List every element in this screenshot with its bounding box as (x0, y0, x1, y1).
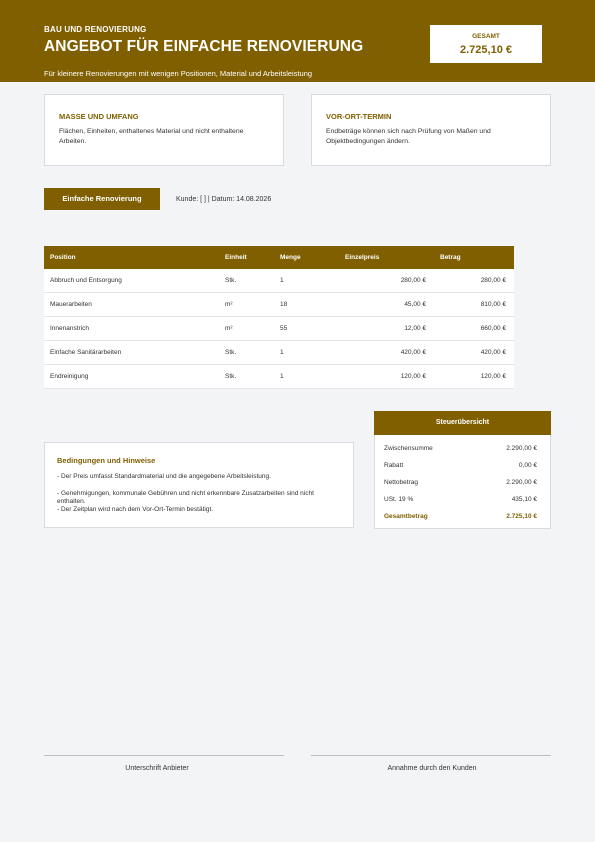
cell-amount: 660,00 € (480, 325, 506, 332)
table-row (44, 365, 514, 389)
cell-unit: Stk. (225, 373, 237, 380)
tax-value: 435,10 € (511, 496, 537, 503)
tax-summary (374, 411, 551, 529)
total-box (430, 25, 542, 63)
terms-title: Bedingungen und Hinweise (57, 456, 156, 465)
cell-quantity: 18 (280, 301, 288, 308)
tax-row-subtotal (375, 441, 550, 458)
cell-position: Einfache Sanitärarbeiten (50, 349, 122, 356)
column-header-amount: Betrag (440, 254, 461, 261)
cell-unit-price: 120,00 € (400, 373, 426, 380)
signature-label-customer: Annahme durch den Kunden (387, 765, 477, 772)
column-header-unit: Einheit (225, 254, 247, 261)
tax-label: Gesamtbetrag (384, 513, 428, 520)
info-card-title: VOR-ORT-TERMIN (326, 112, 392, 121)
info-card-scope (44, 94, 284, 166)
cell-unit: m² (225, 301, 233, 308)
terms-box (44, 442, 354, 528)
header-banner (0, 0, 595, 82)
tax-row-vat (375, 492, 550, 509)
table-row (44, 317, 514, 341)
cell-amount: 120,00 € (480, 373, 506, 380)
cell-position: Innenanstrich (50, 325, 90, 332)
cell-unit: Stk. (225, 349, 237, 356)
table-row (44, 269, 514, 293)
info-card-site-visit (311, 94, 551, 166)
cell-unit-price: 420,00 € (400, 349, 426, 356)
cell-quantity: 1 (280, 277, 284, 284)
tax-label: Zwischensumme (384, 445, 433, 452)
category-pill: Einfache Renovierung (44, 188, 160, 210)
info-card-text: Endbeträge können sich nach Prüfung von Maßen und Objektbedingungen ändern. (326, 128, 491, 145)
cell-unit: Stk. (225, 277, 237, 284)
tax-label: Nettobetrag (384, 479, 418, 486)
tax-row-discount (375, 458, 550, 475)
tax-row-net (375, 475, 550, 492)
total-label: GESAMT (472, 33, 500, 40)
cell-amount: 420,00 € (480, 349, 506, 356)
table-header (44, 246, 514, 269)
table-row (44, 341, 514, 365)
header-kicker: BAU UND RENOVIERUNG (44, 25, 147, 34)
cell-quantity: 1 (280, 349, 284, 356)
tax-label: Rabatt (384, 462, 404, 469)
page-title: ANGEBOT FÜR EINFACHE RENOVIERUNG (44, 38, 364, 55)
cell-amount: 280,00 € (480, 277, 506, 284)
signature-line-provider (44, 755, 284, 756)
cell-quantity: 1 (280, 373, 284, 380)
column-header-position: Position (50, 254, 76, 261)
cell-unit-price: 45,00 € (404, 301, 426, 308)
signature-label-provider: Unterschrift Anbieter (125, 765, 189, 772)
column-header-quantity: Menge (280, 254, 301, 261)
cell-unit: m² (225, 325, 233, 332)
positions-table (44, 246, 514, 389)
tax-value: 2.725,10 € (506, 513, 537, 520)
table-row (44, 293, 514, 317)
tax-value: 2.290,00 € (506, 479, 537, 486)
cell-unit-price: 12,00 € (404, 325, 426, 332)
cell-position: Endreinigung (50, 373, 89, 380)
tax-row-grand-total (375, 509, 550, 526)
terms-item: - Genehmigungen, kommunale Gebühren und nicht erkennbare Zusatzarbeiten sind nicht enthalten. (57, 490, 314, 505)
total-value: 2.725,10 € (460, 44, 512, 56)
terms-item: - Der Zeitplan wird nach dem Vor-Ort-Termin bestätigt. (57, 506, 214, 513)
info-card-title: MASSE UND UMFANG (59, 112, 139, 121)
cell-quantity: 55 (280, 325, 288, 332)
cell-unit-price: 280,00 € (400, 277, 426, 284)
column-header-unit-price: Einzelpreis (345, 254, 380, 261)
cell-position: Mauerarbeiten (50, 301, 92, 308)
cell-amount: 810,00 € (480, 301, 506, 308)
info-card-text: Flächen, Einheiten, enthaltenes Material und nicht enthaltene Arbeiten. (59, 128, 244, 145)
signature-line-customer (311, 755, 551, 756)
tax-value: 0,00 € (518, 462, 537, 469)
tax-value: 2.290,00 € (506, 445, 537, 452)
tax-summary-title: Steuerübersicht (374, 411, 551, 435)
cell-position: Abbruch und Entsorgung (50, 277, 122, 284)
terms-item: - Der Preis umfasst Standardmaterial und die angegebene Arbeitsleistung. (57, 473, 271, 480)
header-subtitle: Für kleinere Renovierungen mit wenigen Positionen, Material und Arbeitsleistung (44, 69, 313, 78)
tax-label: USt. 19 % (384, 496, 414, 503)
customer-date-meta: Kunde: [ ] | Datum: 14.08.2026 (176, 196, 272, 203)
tax-summary-body (374, 435, 551, 529)
